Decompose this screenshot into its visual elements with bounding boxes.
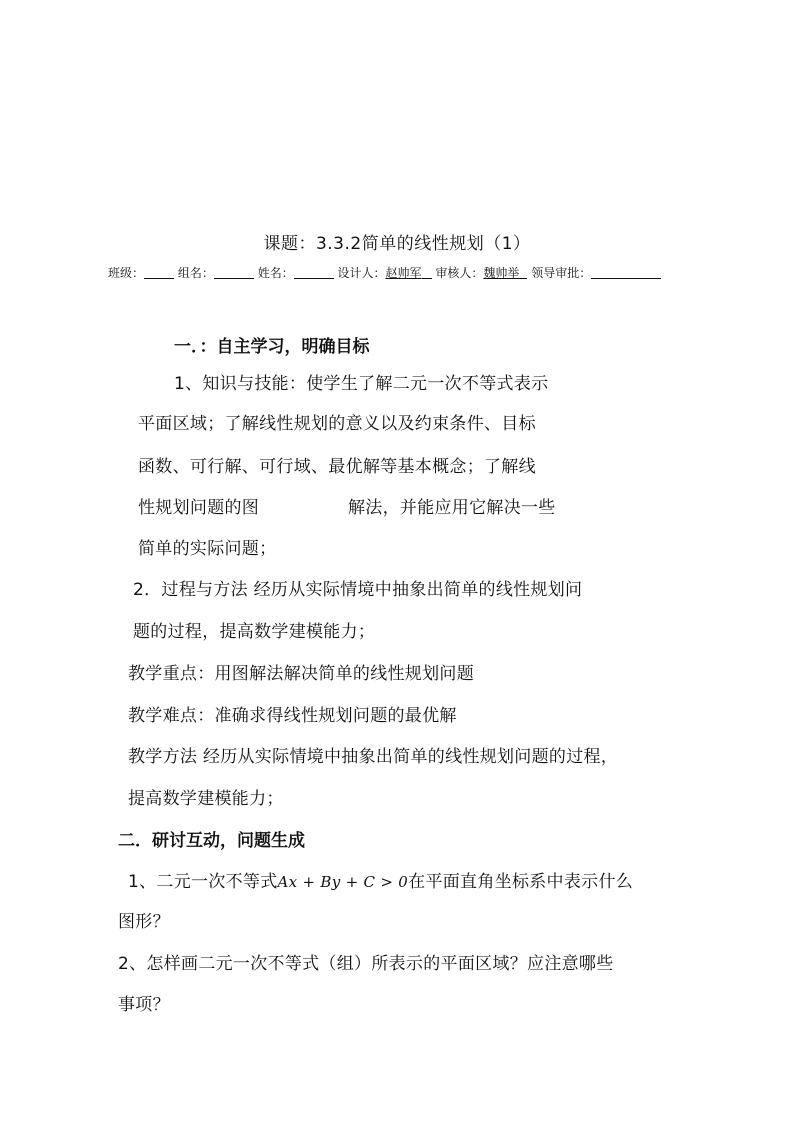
objective1-line1: 1、知识与技能：使学生了解二元一次不等式表示 <box>174 374 549 394</box>
question1-line1 <box>128 867 633 892</box>
objective1-line4-right: 解法，并能应用它解决一些 <box>348 498 556 518</box>
teaching-method-line2: 提高数学建模能力； <box>128 789 284 809</box>
question1-suffix: 在平面直角坐标系中表示什么 <box>408 872 634 892</box>
question2-line2: 事项？ <box>118 995 170 1015</box>
objective1-line3: 函数、可行解、可行域、最优解等基本概念；了解线 <box>138 457 536 477</box>
objective2-line2: 题的过程，提高数学建模能力； <box>133 622 376 642</box>
leader-blank <box>591 267 661 279</box>
section1-heading: 一．：自主学习，明确目标 <box>174 337 370 357</box>
objective1-line5: 简单的实际问题； <box>138 539 277 559</box>
teaching-method-line1: 教学方法 经历从实际情境中抽象出简单的线性规划问题的过程， <box>128 747 619 767</box>
group-label: 组名： <box>177 266 214 280</box>
objective1-line4-left: 性规划问题的图 <box>138 498 260 518</box>
question1-prefix: 1、二元一次不等式 <box>128 872 278 892</box>
group-blank <box>214 267 254 279</box>
designer-name: 赵帅军 <box>385 266 422 280</box>
reviewer-name: 魏帅举 <box>483 266 520 280</box>
question1-line2: 图形？ <box>118 912 170 932</box>
header-info-line <box>108 264 661 281</box>
objective1-line2: 平面区域；了解线性规划的意义以及约束条件、目标 <box>138 414 536 434</box>
leader-label: 领导审批： <box>531 266 592 280</box>
teaching-key-point: 教学重点：用图解法解决简单的线性规划问题 <box>128 664 474 684</box>
page-title: 课题：3.3.2简单的线性规划（1） <box>263 234 531 254</box>
class-blank <box>144 267 174 279</box>
section2-heading: 二．研讨互动，问题生成 <box>118 831 305 851</box>
question2-line1: 2、怎样画二元一次不等式（组）所表示的平面区域？应注意哪些 <box>118 954 614 974</box>
name-blank <box>294 267 334 279</box>
designer-label: 设计人： <box>337 266 386 280</box>
name-label: 姓名： <box>257 266 294 280</box>
inequality-formula: Ax + By + C > 0 <box>277 873 409 891</box>
reviewer-blank <box>519 267 527 279</box>
reviewer-label: 审核人： <box>435 266 484 280</box>
class-label: 班级： <box>108 266 145 280</box>
designer-blank <box>422 267 432 279</box>
objective2-line1: 2．过程与方法 经历从实际情境中抽象出简单的线性规划问 <box>133 580 583 600</box>
teaching-difficulty: 教学难点：准确求得线性规划问题的最优解 <box>128 706 457 726</box>
